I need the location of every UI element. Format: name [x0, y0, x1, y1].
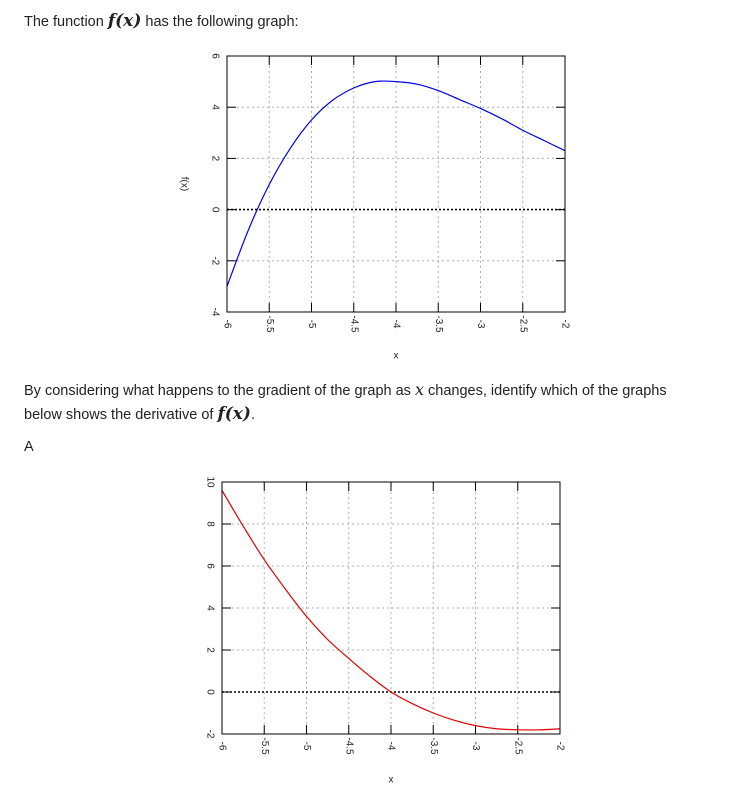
x-tick-label: -2	[554, 741, 566, 751]
intro-before: The function	[24, 14, 108, 30]
y-tick-label: 4	[204, 605, 216, 611]
y-tick-label: 10	[204, 476, 216, 488]
y-tick-label: 2	[204, 647, 216, 653]
function-graph	[0, 0, 755, 370]
prompt-line-2-before: below shows the derivative of	[24, 407, 218, 423]
x-tick-label: -2.5	[517, 315, 529, 333]
x-tick-label: -3	[470, 741, 481, 751]
y-axis-label: f(x)	[178, 176, 190, 192]
x-tick-label: -4.5	[348, 315, 360, 333]
y-tick-label: -2	[204, 729, 216, 739]
y-tick-label: 0	[204, 689, 216, 695]
y-tick-label: 0	[209, 206, 221, 213]
x-tick-label: -5	[306, 319, 317, 329]
y-tick-label: -2	[209, 256, 221, 266]
y-tick-label: -4	[209, 307, 221, 317]
prompt-line-1-after: changes, identify which of the graphs	[424, 383, 667, 399]
y-tick-label: 8	[204, 521, 216, 527]
x-tick-label: -2.5	[512, 737, 524, 755]
y-tick-label: 6	[209, 53, 221, 59]
prompt-line-1-before: By considering what happens to the gradient of the graph as	[24, 383, 415, 399]
option-a-graph[interactable]	[0, 470, 755, 800]
y-tick-label: 4	[209, 104, 221, 110]
x-tick-label: -3.5	[432, 315, 444, 333]
plot-frame	[227, 56, 565, 312]
function-symbol-2: f(x)	[217, 404, 251, 424]
x-tick-label: -6	[221, 319, 233, 329]
function-symbol: f(x)	[107, 11, 142, 31]
x-tick-label: -6	[216, 741, 228, 751]
x-tick-label: -5	[301, 741, 312, 751]
x-tick-label: -5.5	[258, 737, 270, 755]
y-tick-label: 2	[209, 155, 221, 162]
x-tick-label: -4.5	[343, 737, 355, 755]
y-tick-label: 6	[204, 563, 216, 569]
x-tick-label: -5.5	[263, 315, 275, 333]
x-tick-label: -4	[390, 319, 402, 329]
x-tick-label: -3	[475, 319, 486, 329]
x-axis-label: x	[393, 350, 399, 362]
option-a-label[interactable]: A	[24, 439, 34, 455]
prompt-line-2-after: .	[250, 407, 256, 423]
x-tick-label: -3.5	[427, 737, 439, 755]
x-tick-label: -4	[385, 741, 397, 751]
x-axis-label: x	[388, 774, 394, 786]
intro-after: has the following graph:	[141, 14, 299, 30]
series-line-0	[222, 490, 560, 730]
prompt-line-1	[24, 380, 667, 401]
prompt-line-2	[24, 404, 255, 425]
x-tick-label: -2	[559, 319, 571, 329]
variable-x: x	[414, 380, 424, 399]
